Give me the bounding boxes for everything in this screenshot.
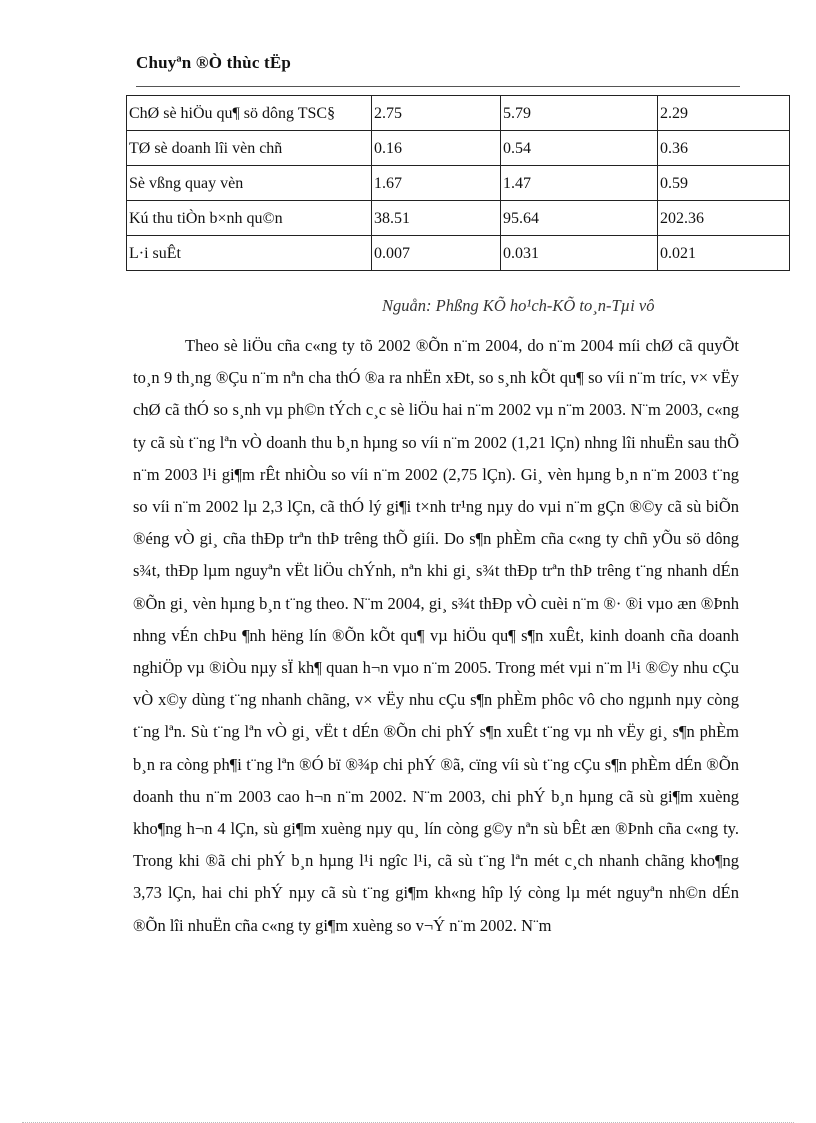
row-label: TØ sè doanh lîi vèn chñ: [127, 131, 372, 166]
table-source-note: Nguån: Phßng KÕ ho¹ch-KÕ to¸n-Tµi vô: [382, 296, 655, 315]
table-cell: 0.031: [501, 236, 658, 271]
table-row: [127, 201, 790, 236]
table-cell: 0.007: [372, 236, 501, 271]
table-cell: 5.79: [501, 96, 658, 131]
table-cell: 0.16: [372, 131, 501, 166]
table-cell: 2.29: [658, 96, 790, 131]
table-cell: 0.021: [658, 236, 790, 271]
financial-ratios-table: [126, 95, 790, 271]
row-label: Sè vßng quay vèn: [127, 166, 372, 201]
table-row: [127, 236, 790, 271]
row-label: Kú thu tiÒn b×nh qu©n: [127, 201, 372, 236]
table-cell: 2.75: [372, 96, 501, 131]
header-divider: [136, 86, 740, 87]
body-paragraph: Theo sè liÖu cña c«ng ty tõ 2002 ®Õn n¨m 2004, do n¨m 2004 míi chØ cã quyÕt to¸n 9 th¸ng ®Çu n¨m nªn cha thÓ ®a ra nhËn xÐt, so s¸nh kÕt qu¶ so víi n¨m tríc, v× vËy chØ cã thÓ so s¸nh vµ ph©n tÝch c¸c sè liÖu hai n¨m 2002 vµ n¨m 2003. N¨m 2003, c«ng ty cã sù t¨ng lªn vÒ doanh thu b¸n hµng so víi n¨m 2002 (1,21 lÇn) nhng lîi nhuËn sau thÕ n¨m 2003 l¹i gi¶m rÊt nhiÒu so víi n¨m 2002 (2,75 lÇn). Gi¸ vèn hµng b¸n n¨m 2003 t¨ng so víi n¨m 2002 lµ 2,3 lÇn, cã thÓ lý gi¶i t×nh tr¹ng nµy do vµi n¨m gÇn ®©y cã sù biÕn ®éng vÒ gi¸ cña thÐp trªn thÞ trêng thÕ giíi. Do s¶n phÈm cña c«ng ty chñ yÕu sö dông s¾t, thÐp lµm nguyªn vËt liÖu chÝnh, nªn khi gi¸ s¾t thÐp trªn thÞ trêng t¨ng nhanh dÉn ®Õn gi¸ vèn hµng b¸n t¨ng theo. N¨m 2004, gi¸ s¾t thÐp vÒ cuèi n¨m ®· ®i vµo æn ®Þnh nhng vÉn chÞu ¶nh hëng lín ®Õn kÕt qu¶ vµ hiÖu qu¶ s¶n xuÊt, kinh doanh cña doanh nghiÖp vµ ®iÒu nµy sÏ kh¶ quan h¬n vµo n¨m 2005. Trong mét vµi n¨m l¹i ®©y nhu cÇu vÒ x©y dùng t¨ng nhanh chãng, v× vËy nhu cÇu s¶n phÈm phôc vô cho ngµnh nµy còng t¨ng lªn. Sù t¨ng lªn vÒ gi¸ vËt t dÉn ®Õn chi phÝ s¶n xuÊt t¨ng vµ nh vËy gi¸ s¶n phÈm b¸n ra còng ph¶i t¨ng lªn ®Ó bï ®¾p chi phÝ ®ã, cïng víi sù t¨ng cÇu s¶n phÈm dÉn ®Õn doanh thu n¨m 2003 cao h¬n n¨m 2002. N¨m 2003, chi phÝ b¸n hµng cã sù gi¶m xuèng kho¶ng h¬n 4 lÇn, sù gi¶m xuèng nµy qu¸ lín còng g©y nªn sù bÊt æn ®Þnh cña c«ng ty. Trong khi ®ã chi phÝ b¸n hµng l¹i ngîc l¹i, cã sù t¨ng lªn mét c¸ch nhanh chãng kho¶ng 3,73 lÇn, hai chi phÝ nµy cã sù t¨ng gi¶m kh«ng hîp lý còng lµ mét nguyªn nh©n dÉn ®Õn lîi nhuËn cña c«ng ty gi¶m xuèng so v¬Ý n¨m 2002. N¨m: [133, 336, 739, 935]
page-header-title: Chuyªn ®Ò thùc tËp: [136, 53, 292, 72]
table-cell: 1.47: [501, 166, 658, 201]
row-label: ChØ sè hiÖu qu¶ sö dông TSC§: [127, 96, 372, 131]
table-cell: 0.59: [658, 166, 790, 201]
table-cell: 95.64: [501, 201, 658, 236]
table-cell: 202.36: [658, 201, 790, 236]
table-cell: 0.36: [658, 131, 790, 166]
table-cell: 38.51: [372, 201, 501, 236]
table-cell: 0.54: [501, 131, 658, 166]
table-row: [127, 166, 790, 201]
row-label: L·i suÊt: [127, 236, 372, 271]
table-row: [127, 131, 790, 166]
table-row: [127, 96, 790, 131]
table-cell: 1.67: [372, 166, 501, 201]
